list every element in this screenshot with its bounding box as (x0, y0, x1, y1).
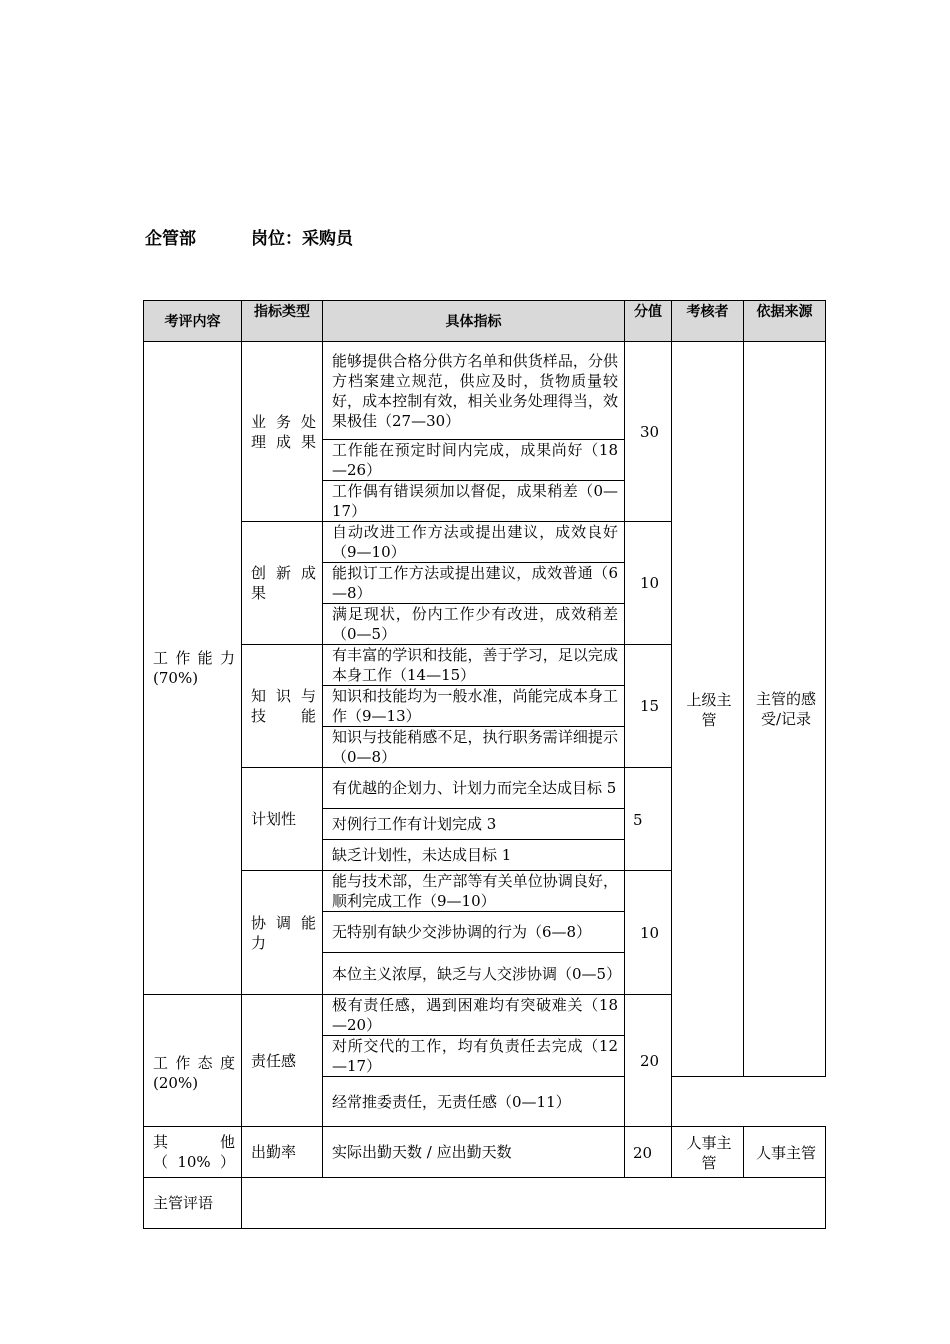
basis-main: 主管的感受/记录 (744, 342, 826, 1077)
header-indicator-type: 指标类型 (242, 301, 323, 342)
indicator-planning: 计划性 (242, 768, 323, 871)
criterion-innovation-1: 自动改进工作方法或提出建议，成效良好（9—10） (323, 522, 625, 563)
supervisor-comment-field[interactable] (242, 1178, 826, 1229)
indicator-coordination: 协 调 能 力 (242, 871, 323, 995)
score-attendance: 20 (625, 1127, 672, 1178)
score-planning: 5 (625, 768, 672, 871)
group-ability: 工 作 能 力 (70%) (144, 342, 242, 995)
assessor-other: 人事主管 (672, 1127, 744, 1178)
criterion-responsibility-2: 对所交代的工作，均有负责任去完成（12—17） (323, 1036, 625, 1077)
group-attitude: 工 作 态 度 (20%) (144, 995, 242, 1127)
supervisor-comment-label: 主管评语 (144, 1178, 242, 1229)
table-row (144, 1127, 826, 1178)
page-heading (145, 224, 353, 249)
header-content: 考评内容 (144, 301, 242, 342)
basis-other: 人事主管 (744, 1127, 826, 1178)
criterion-planning-1: 有优越的企划力、计划力而完全达成目标 5 (323, 768, 625, 809)
criterion-knowledge-2: 知识和技能均为一般水准，尚能完成本身工作（9—13） (323, 686, 625, 727)
criterion-responsibility-3: 经常推委责任，无责任感（0—11） (323, 1077, 625, 1127)
criterion-innovation-3: 满足现状，份内工作少有改进，成效稍差（0—5） (323, 604, 625, 645)
score-business: 30 (625, 342, 672, 522)
criterion-innovation-2: 能拟订工作方法或提出建议，成效普通（6—8） (323, 563, 625, 604)
header-row (144, 301, 826, 342)
criterion-planning-2: 对例行工作有计划完成 3 (323, 809, 625, 840)
criterion-attendance: 实际出勤天数 / 应出勤天数 (323, 1127, 625, 1178)
criterion-business-3: 工作偶有错误须加以督促，成果稍差（0—17） (323, 481, 625, 522)
header-basis: 依据来源 (744, 301, 826, 342)
table-row (144, 342, 826, 440)
department-label: 企管部 (145, 229, 196, 249)
score-knowledge: 15 (625, 645, 672, 768)
supervisor-comment-row (144, 1178, 826, 1229)
evaluation-table (143, 300, 826, 1229)
criterion-coordination-1: 能与技术部，生产部等有关单位协调良好，顺利完成工作（9—10） (323, 871, 625, 912)
indicator-business: 业 务 处 理成果 (242, 342, 323, 522)
criterion-knowledge-3: 知识与技能稍感不足，执行职务需详细提示（0—8） (323, 727, 625, 768)
score-responsibility: 20 (625, 995, 672, 1127)
header-specific-indicator: 具体指标 (323, 301, 625, 342)
header-score: 分值 (625, 301, 672, 342)
indicator-innovation: 创 新 成 果 (242, 522, 323, 645)
position-label: 岗位：采购员 (251, 229, 353, 249)
criterion-business-2: 工作能在预定时间内完成，成果尚好（18—26） (323, 440, 625, 481)
indicator-knowledge: 知 识 与 技能 (242, 645, 323, 768)
criterion-planning-3: 缺乏计划性，未达成目标 1 (323, 840, 625, 871)
assessor-main: 上级主管 (672, 342, 744, 1077)
criterion-responsibility-1: 极有责任感，遇到困难均有突破难关（18—20） (323, 995, 625, 1036)
criterion-coordination-2: 无特别有缺少交涉协调的行为（6—8） (323, 912, 625, 953)
header-assessor: 考核者 (672, 301, 744, 342)
score-coordination: 10 (625, 871, 672, 995)
criterion-knowledge-1: 有丰富的学识和技能，善于学习，足以完成本身工作（14—15） (323, 645, 625, 686)
score-innovation: 10 (625, 522, 672, 645)
criterion-business-1: 能够提供合格分供方名单和供货样品，分供方档案建立规范，供应及时，货物质量较好，成本控制有效，相关业务处理得当，效果极佳（27—30） (323, 342, 625, 440)
criterion-coordination-3: 本位主义浓厚，缺乏与人交涉协调（0—5） (323, 953, 625, 995)
indicator-attendance: 出勤率 (242, 1127, 323, 1178)
group-other: 其 他（10%） (144, 1127, 242, 1178)
indicator-responsibility: 责任感 (242, 995, 323, 1127)
